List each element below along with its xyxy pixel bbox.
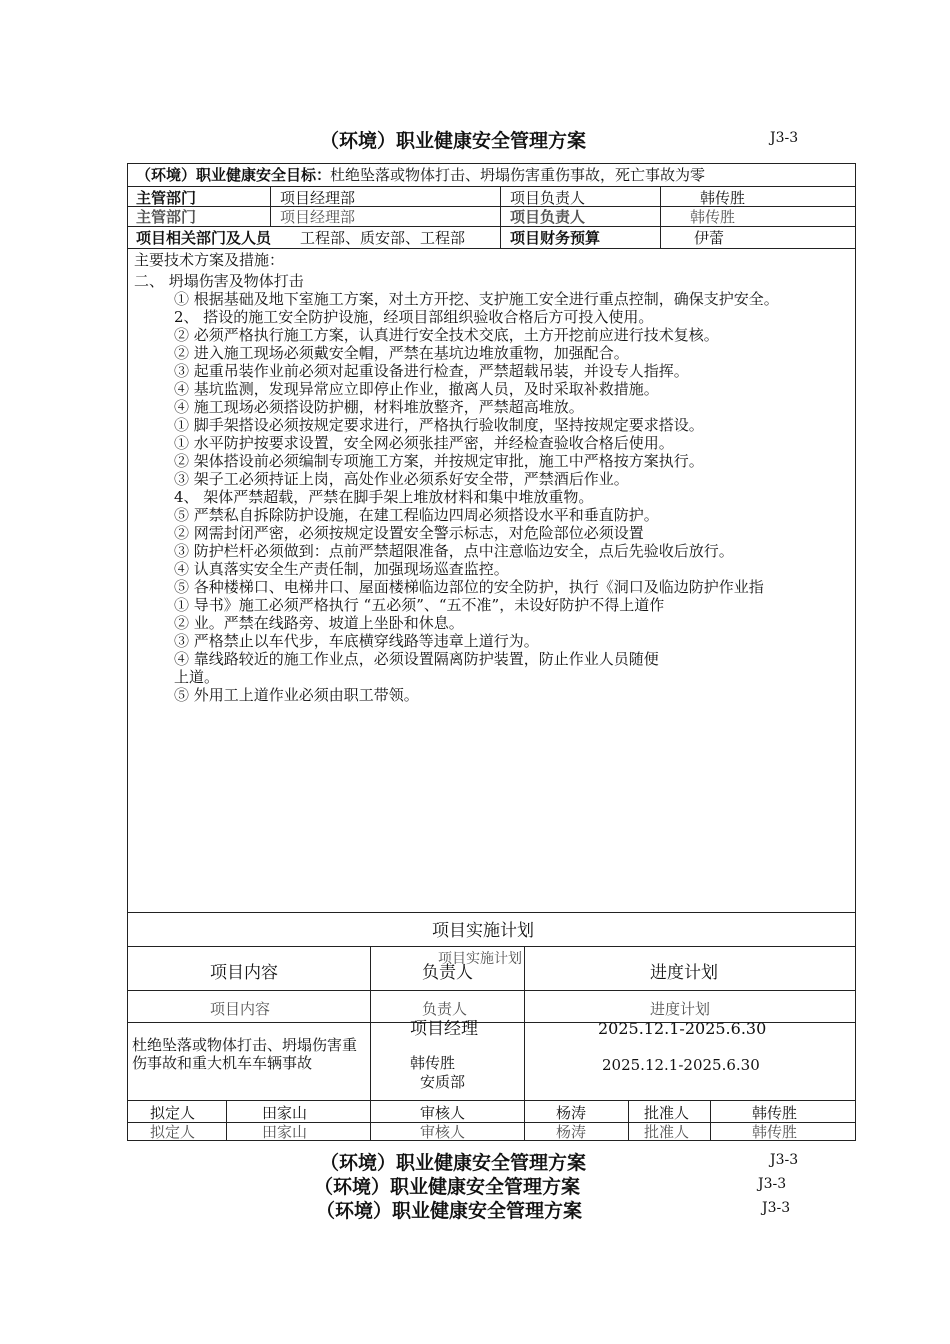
reviewer-label-overprint: 审核人 [420, 1123, 466, 1141]
measure-line: ① 导书》施工必须严格执行 “五必须”、“五不准”，未设好防护不得上道作 [174, 596, 665, 614]
plan-item-owner: 项目经理 [410, 1019, 478, 1039]
approver-value-overprint: 韩传胜 [752, 1123, 798, 1141]
plan-col-content: 项目内容 [210, 963, 278, 983]
col-divider [500, 186, 501, 248]
col-divider [660, 186, 661, 248]
col-divider [226, 1100, 227, 1141]
plan-col-owner-overprint: 负责人 [422, 1000, 468, 1018]
goal-label: （环境）职业健康安全目标： [136, 166, 332, 184]
owner-label-overprint: 项目负责人 [510, 208, 586, 226]
measure-line: ③ 架子工必须持证上岗，高处作业必须系好安全带，严禁酒后作业。 [174, 470, 629, 488]
measure-line: 二、 坍塌伤害及物体打击 [134, 272, 304, 290]
owner-value-overprint: 韩传胜 [690, 208, 736, 226]
measure-line: ③ 防护栏杆必须做到：点前严禁超限准备，点中注意临边安全，点后先验收后放行。 [174, 542, 734, 560]
plan-item-schedule: 2025.12.1-2025.6.30 [598, 1019, 767, 1038]
col-divider [524, 946, 525, 1100]
approver-label-overprint: 批准人 [644, 1123, 690, 1141]
measure-line: ② 业。严禁在线路旁、坡道上坐卧和休息。 [174, 614, 464, 632]
footer-title-1: （环境）职业健康安全管理方案 [320, 1152, 587, 1174]
row-divider [127, 206, 856, 207]
measures-heading: 主要技术方案及措施： [134, 251, 285, 269]
plan-heading: 项目实施计划 [432, 921, 534, 941]
measure-line: ⑤ 外用工上道作业必须由职工带领。 [174, 686, 419, 704]
related-dept-label: 项目相关部门及人员 [136, 229, 272, 247]
row-divider [127, 946, 856, 947]
measure-line: ③ 起重吊装作业前必须对起重设备进行检查，严禁超载吊装，并设专人指挥。 [174, 362, 689, 380]
dept-value: 项目经理部 [280, 189, 356, 207]
footer-code-2: J3-3 [758, 1176, 787, 1192]
drafter-label-overprint: 拟定人 [150, 1123, 196, 1141]
row-divider [127, 226, 856, 227]
footer-title-3: （环境）职业健康安全管理方案 [316, 1200, 583, 1222]
approver-value: 韩传胜 [752, 1104, 798, 1122]
dept-label-overprint: 主管部门 [136, 208, 197, 226]
measure-line: ④ 靠线路较近的施工作业点，必须设置隔离防护装置，防止作业人员随便 [174, 650, 659, 668]
reviewer-label: 审核人 [420, 1104, 466, 1122]
col-divider [370, 1100, 371, 1141]
section-divider [127, 912, 856, 913]
measure-line: 2、 搭设的施工安全防护设施，经项目部组织验收合格后方可投入使用。 [174, 308, 654, 326]
drafter-label: 拟定人 [150, 1104, 196, 1122]
drafter-value-overprint: 田家山 [262, 1123, 308, 1141]
measure-line: ② 架体搭设前必须编制专项施工方案，并按规定审批，施工中严格按方案执行。 [174, 452, 704, 470]
plan-heading-overprint: 项目实施计划 [438, 951, 522, 967]
row-divider [127, 1122, 856, 1123]
budget-value: 伊蕾 [694, 229, 725, 247]
measure-line: ① 根据基础及地下室施工方案，对土方开挖、支护施工安全进行重点控制，确保支护安全。 [174, 290, 779, 308]
row-divider [127, 990, 856, 991]
measure-line: ② 必须严格执行施工方案，认真进行安全技术交底，土方开挖前应进行技术复核。 [174, 326, 719, 344]
row-divider [127, 186, 856, 187]
footer-code-1: J3-3 [770, 1152, 799, 1168]
reviewer-value: 杨涛 [556, 1104, 587, 1122]
plan-item-owner3: 安质部 [420, 1073, 466, 1091]
measure-line: 上道。 [174, 668, 220, 686]
document-code: J3-3 [770, 130, 799, 146]
measure-line: ④ 施工现场必须搭设防护棚，材料堆放整齐，严禁超高堆放。 [174, 398, 584, 416]
reviewer-value-overprint: 杨涛 [556, 1123, 587, 1141]
measure-line: ③ 严格禁止以车代步，车底横穿线路等违章上道行为。 [174, 632, 539, 650]
dept-value-overprint: 项目经理部 [280, 208, 356, 226]
related-dept-value: 工程部、质安部、工程部 [300, 229, 466, 247]
measure-line: ⑤ 各种楼梯口、电梯井口、屋面楼梯临边部位的安全防护，执行《洞口及临边防护作业指 [174, 578, 764, 596]
goal-text: 杜绝坠落或物体打击、坍塌伤害重伤事故，死亡事故为零 [330, 166, 706, 184]
plan-col-content-overprint: 项目内容 [210, 1000, 271, 1018]
row-divider [127, 1100, 856, 1101]
plan-item-schedule-overprint: 2025.12.1-2025.6.30 [602, 1056, 760, 1074]
owner-label: 项目负责人 [510, 189, 586, 207]
footer-code-3: J3-3 [762, 1200, 791, 1216]
plan-col-owner: 负责人 [422, 963, 473, 983]
drafter-value: 田家山 [262, 1104, 308, 1122]
measure-line: ① 脚手架搭设必须按规定要求进行，严格执行验收制度，坚持按规定要求搭设。 [174, 416, 704, 434]
measure-line: ⑤ 严禁私自拆除防护设施，在建工程临边四周必须搭设水平和垂直防护。 [174, 506, 659, 524]
owner-value: 韩传胜 [700, 189, 746, 207]
page-title: （环境）职业健康安全管理方案 [320, 130, 587, 152]
col-divider [628, 1100, 629, 1141]
plan-col-schedule-overprint: 进度计划 [650, 1000, 711, 1018]
measures-body [134, 270, 850, 710]
plan-col-schedule: 进度计划 [650, 963, 718, 983]
approver-label: 批准人 [644, 1104, 690, 1122]
measure-line: ① 水平防护按要求设置，安全网必须张挂严密，并经检查验收合格后使用。 [174, 434, 674, 452]
measure-line: ④ 基坑监测，发现异常应立即停止作业，撤离人员，及时采取补救措施。 [174, 380, 659, 398]
measure-line: ② 网需封闭严密，必须按规定设置安全警示标志，对危险部位必须设置 [174, 524, 644, 542]
col-divider [710, 1100, 711, 1141]
dept-label: 主管部门 [136, 189, 197, 207]
row-divider [127, 248, 856, 249]
measure-line: ② 进入施工现场必须戴安全帽，严禁在基坑边堆放重物，加强配合。 [174, 344, 629, 362]
budget-label: 项目财务预算 [510, 229, 601, 247]
col-divider [524, 1100, 525, 1141]
footer-title-2: （环境）职业健康安全管理方案 [314, 1176, 581, 1198]
col-divider [370, 946, 371, 1100]
measure-line: 4、 架体严禁超载，严禁在脚手架上堆放材料和集中堆放重物。 [174, 488, 594, 506]
plan-item-content: 杜绝坠落或物体打击、坍塌伤害重伤事故和重大机车车辆事故 [132, 1036, 358, 1072]
measure-line: ④ 认真落实安全生产责任制，加强现场巡查监控。 [174, 560, 509, 578]
plan-item-owner2: 韩传胜 [410, 1054, 456, 1072]
